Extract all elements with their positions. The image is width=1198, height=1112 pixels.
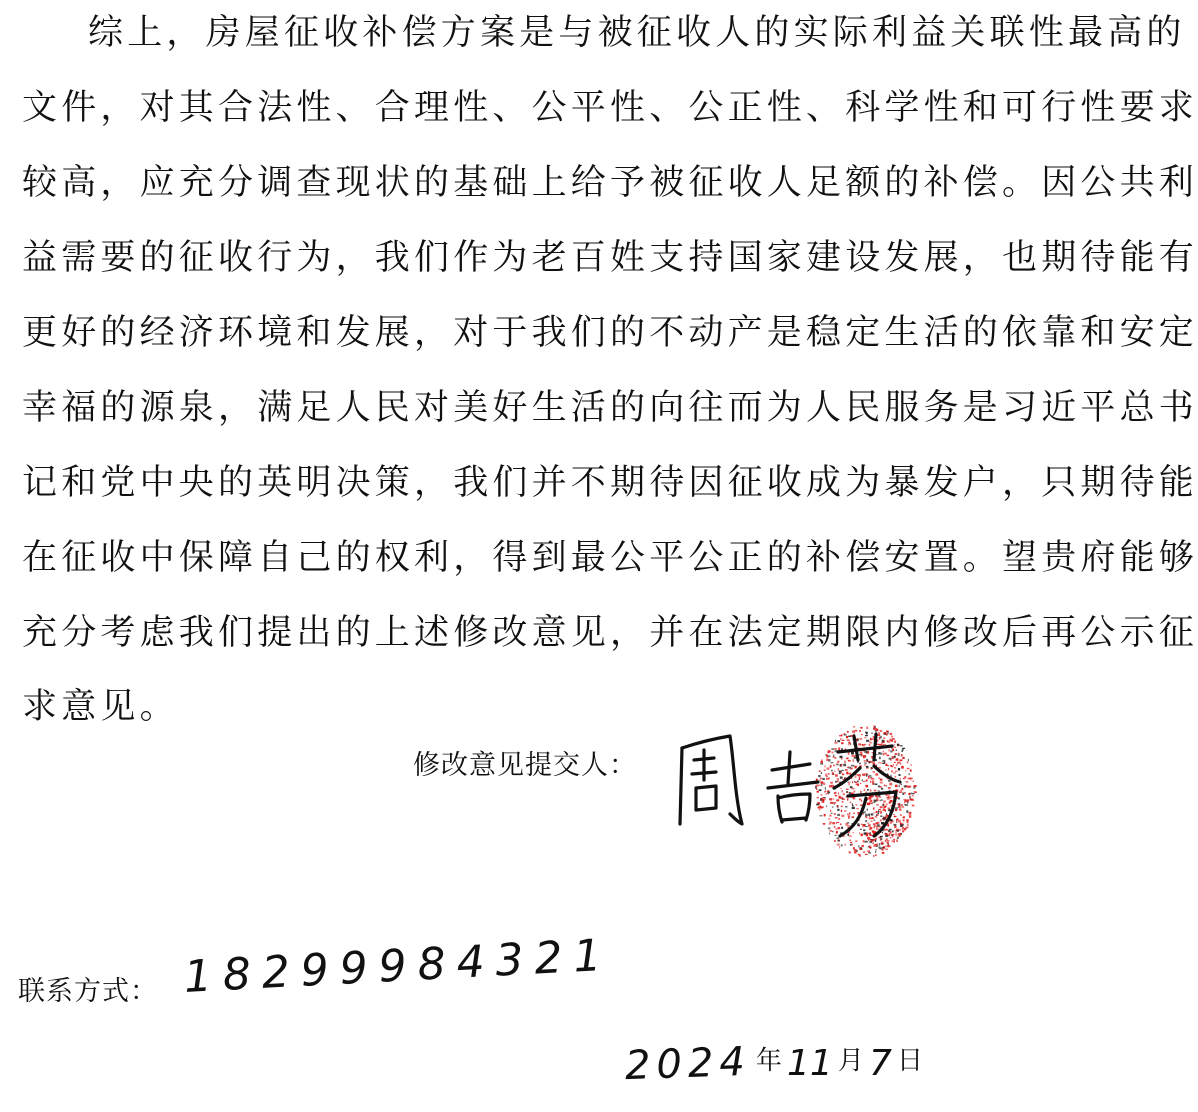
submitter-label: 修改意见提交人：	[413, 750, 637, 781]
paragraph-line-7: 记和党中央的英明决策，我们并不期待因征收成为暴发户，只期待能	[22, 463, 1198, 503]
paragraph-line-3: 较高，应充分调查现状的基础上给予被征收人足额的补偿。因公共利	[22, 163, 1198, 203]
paragraph-line-9: 充分考虑我们提出的上述修改意见，并在法定期限内修改后再公示征	[22, 613, 1198, 653]
date-year: 2024	[624, 1038, 752, 1090]
paragraph-line-4: 益需要的征收行为，我们作为老百姓支持国家建设发展，也期待能有	[22, 238, 1198, 278]
signature-svg	[660, 712, 930, 862]
paragraph-line-2: 文件，对其合法性、合理性、公平性、公正性、科学性和可行性要求	[22, 88, 1198, 128]
fingerprint-stamp	[815, 725, 917, 857]
paragraph-line-10: 求意见。	[22, 687, 179, 727]
date-year-unit: 年	[755, 1046, 782, 1076]
date-day: 7	[869, 1043, 892, 1084]
contact-phone-number: 18299984321	[182, 929, 614, 1003]
date-day-unit: 日	[897, 1046, 924, 1076]
contact-label: 联系方式：	[18, 976, 158, 1007]
date-month: 11	[787, 1043, 833, 1084]
paragraph-line-8: 在征收中保障自己的权利，得到最公平公正的补偿安置。望贵府能够	[22, 538, 1198, 578]
handwritten-date	[625, 1040, 923, 1100]
paragraph-line-6: 幸福的源泉，满足人民对美好生活的向往而为人民服务是习近平总书	[22, 388, 1198, 428]
paragraph-line-1: 综上，房屋征收补偿方案是与被征收人的实际利益关联性最高的	[88, 13, 1186, 53]
paragraph-line-5: 更好的经济环境和发展，对于我们的不动产是稳定生活的依靠和安定	[22, 313, 1198, 353]
handwritten-signature	[660, 712, 930, 862]
date-month-unit: 月	[837, 1046, 864, 1076]
